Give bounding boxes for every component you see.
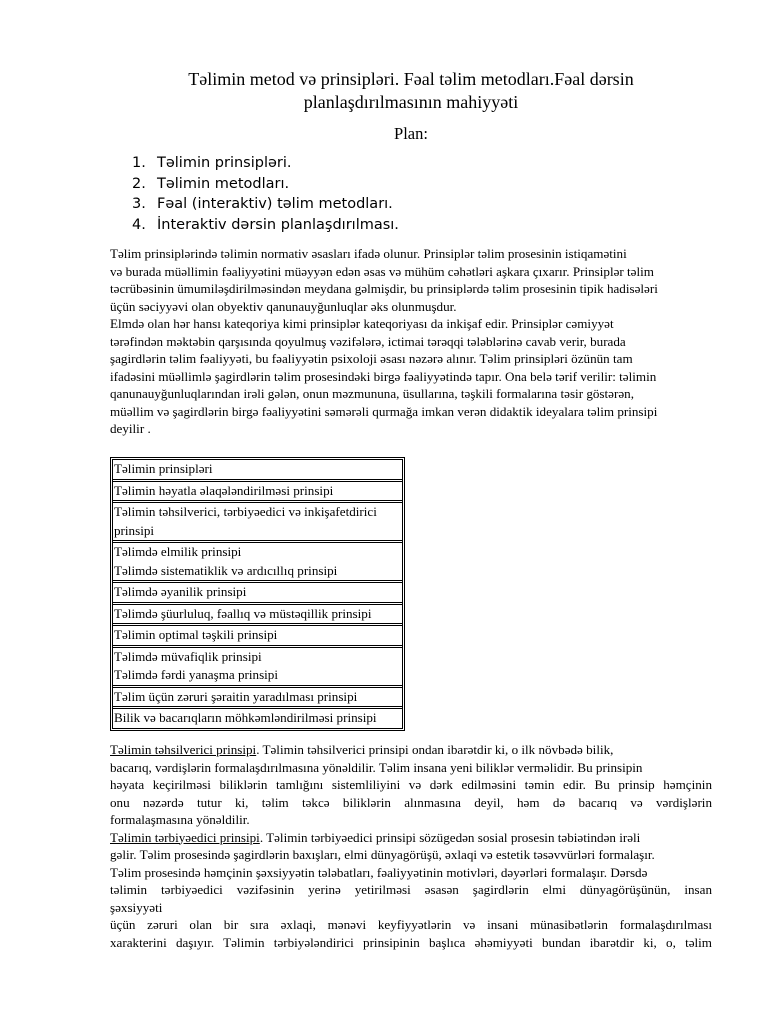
cell-line: Təlimin prinsipləri <box>114 461 213 476</box>
table-row <box>113 503 402 543</box>
principles-table <box>110 457 405 731</box>
table-cell <box>113 626 402 648</box>
text-line: üçün səciyyəvi olan obyektiv qanunauyğunluqlar əks olunmuşdur. <box>110 298 457 314</box>
table-cell <box>113 688 402 710</box>
text-line: Elmdə olan hər hansı kateqoriya kimi prinsiplər kateqoriyası da inkişaf edir. Prinsiplər cəmiyyət <box>110 316 614 331</box>
table-cell <box>113 709 402 728</box>
table-row <box>113 605 402 627</box>
text-line: şagirdlərin təlim fəaliyyəti, bu fəaliyyətin psixoloji əsası nəzərə alınır. Təlim prinsipləri özünün tam <box>110 351 633 366</box>
text-line: Təlim prosesində həmçinin şəxsiyyətin tələbatları, fəaliyyətinin motivləri, dəyərləri formalaşır. Dərsdə <box>110 864 648 880</box>
cell-line: Təlim üçün zəruri şəraitin yaradılması prinsipi <box>114 688 358 704</box>
text-line <box>110 741 712 759</box>
plan-list <box>132 153 399 235</box>
section-lead: . Təlimin təhsilverici prinsipi ondan ibarətdir ki, o ilk növbədə bilik, <box>256 742 614 757</box>
table-cell <box>113 583 402 605</box>
table-row <box>113 482 402 504</box>
intro-paragraph <box>110 245 712 438</box>
cell-line: Təlimdə müvafiqlik prinsipi <box>114 648 262 664</box>
section-heading-educational: Təlimin təhsilverici prinsipi <box>110 742 257 757</box>
text-line: həyata keçirilməsi biliklərin tamlığını sistemliliyini və dərk edilməsini təmin edir. Bu prinsip həmçinin <box>110 777 712 792</box>
section-lead: . Təlimin tərbiyəedici prinsipi sözügedən sosial prosesin təbiətindən irəli <box>259 829 641 845</box>
table-cell <box>113 543 402 583</box>
section-heading-upbringing: Təlimin tərbiyəedici prinsipi <box>110 829 260 845</box>
cell-line: Təlimdə sistematiklik və ardıcıllıq prinsipi <box>114 562 338 578</box>
text-line: təcrübəsinin ümumiləşdirilməsindən meydana gəlmişdir, bu prinsiplərdə təlim prosesinin tipik hadisələri <box>110 281 658 296</box>
text-line: deyilir . <box>110 421 151 436</box>
cell-line: Təlimin təhsilverici, tərbiyəedici və inkişafetdirici <box>114 504 377 519</box>
title-line-1: Təlimin metod və prinsipləri. Fəal təlim metodları.Fəal dərsin <box>188 69 634 89</box>
cell-line: Təlimdə əyanilik prinsipi <box>114 584 247 599</box>
table-cell <box>113 648 402 688</box>
plan-heading: Plan: <box>394 124 428 143</box>
text-line: gəlir. Təlim prosesində şagirdlərin baxışları, elmi dünyagörüşü, əxlaqi və estetik təsəvvürləri formalaşır. <box>110 847 655 862</box>
table-row <box>113 583 402 605</box>
table-cell <box>113 503 402 543</box>
text-line: üçün zəruri olan bir sıra əxlaqi, mənəvi keyfiyyətlərin və insani münasibətlərin formalaşdırılması <box>110 917 712 932</box>
text-line: müəllim və şagirdlərin birgə fəaliyyətini səmərəli qurmağa imkan verən didaktik ideyalara təlim prinsipi <box>110 403 658 419</box>
principles-explanation <box>110 741 712 951</box>
text-line: və burada müəllimin fəaliyyətini müəyyən edən əsas və mühüm cəhətləri aşkara çıxarır. Prinsiplər təlim <box>110 263 654 279</box>
plan-item <box>132 174 399 195</box>
table-row <box>113 648 402 688</box>
cell-line: Təlimdə fərdi yanaşma prinsipi <box>114 667 278 682</box>
text-line: formalaşmasına yönəldilir. <box>110 812 250 827</box>
plan-item-text: Təlimin prinsipləri. <box>157 155 292 171</box>
table-cell <box>113 605 402 627</box>
text-line <box>110 829 712 847</box>
plan-item <box>132 215 399 236</box>
table-row <box>113 460 402 482</box>
cell-line: prinsipi <box>114 522 155 538</box>
plan-item-number: 1. <box>132 155 146 171</box>
plan-item-text: Təlimin metodları. <box>157 175 290 192</box>
plan-item-number: 2. <box>132 175 146 192</box>
plan-item-number: 4. <box>132 216 146 233</box>
cell-line: Təlimdə şüurluluq, fəallıq və müstəqillik prinsipi <box>114 605 372 621</box>
text-line: ifadəsini müəllimlə şagirdlərin təlim prosesindəki birgə fəaliyyətində tapır. Ona belə tərif verilir: təlimin <box>110 368 657 384</box>
text-line: bacarıq, vərdişlərin formalaşdırılmasına yönəldilir. Təlim insana yeni biliklər verməlidir. Bu prinsipin <box>110 759 643 775</box>
plan-item-text: İnteraktiv dərsin planlaşdırılması. <box>157 216 399 233</box>
text-line: xarakterini daşıyır. Təlimin tərbiyələndirici prinsipinin başlıca əhəmiyyəti bundan ibarətdir ki, o, təlim <box>110 934 712 950</box>
table-cell <box>113 482 402 504</box>
cell-line: Bilik və bacarıqların möhkəmləndirilməsi prinsipi <box>114 710 377 725</box>
text-line: onu nəzərdə tutur ki, təlim təkcə biliklərin alınmasına deyil, həm də bacarıq və vərdişlərin <box>110 794 712 810</box>
table-row <box>113 543 402 583</box>
text-line: Təlim prinsiplərində təlimin normativ əsasları ifadə olunur. Prinsiplər təlim prosesinin istiqamətini <box>110 246 627 261</box>
table-row <box>113 688 402 710</box>
text-line: tərəfindən məktəbin qarşısında qoyulmuş vəzifələrə, ictimai tərəqqi tələblərinə cavab verir, burada <box>110 333 626 349</box>
cell-line: Təlimdə elmilik prinsipi <box>114 544 242 559</box>
table-row <box>113 709 402 728</box>
text-line: qanunauyğunluqlarından irəli gələn, onun məzmununa, üsullarına, təşkili formalarına təsir göstərən, <box>110 386 634 401</box>
cell-line: Təlimin optimal təşkili prinsipi <box>114 627 278 642</box>
text-line: təlimin tərbiyəedici vəzifəsinin yerinə yetirilməsi əsasən şagirdlərin elmi dünyagörüşünün, insan <box>110 882 712 897</box>
plan-item-number: 3. <box>132 196 146 212</box>
cell-line: Təlimin həyatla əlaqələndirilməsi prinsipi <box>114 482 334 498</box>
title-line-2: planlaşdırılmasının mahiyyəti <box>303 92 519 112</box>
document-title <box>110 68 712 114</box>
plan-item <box>132 153 399 174</box>
plan-item-text: Fəal (interaktiv) təlim metodları. <box>157 196 393 212</box>
text-line: şəxsiyyəti <box>110 899 163 915</box>
table-row <box>113 626 402 648</box>
plan-item <box>132 194 399 215</box>
table-cell <box>113 460 402 482</box>
